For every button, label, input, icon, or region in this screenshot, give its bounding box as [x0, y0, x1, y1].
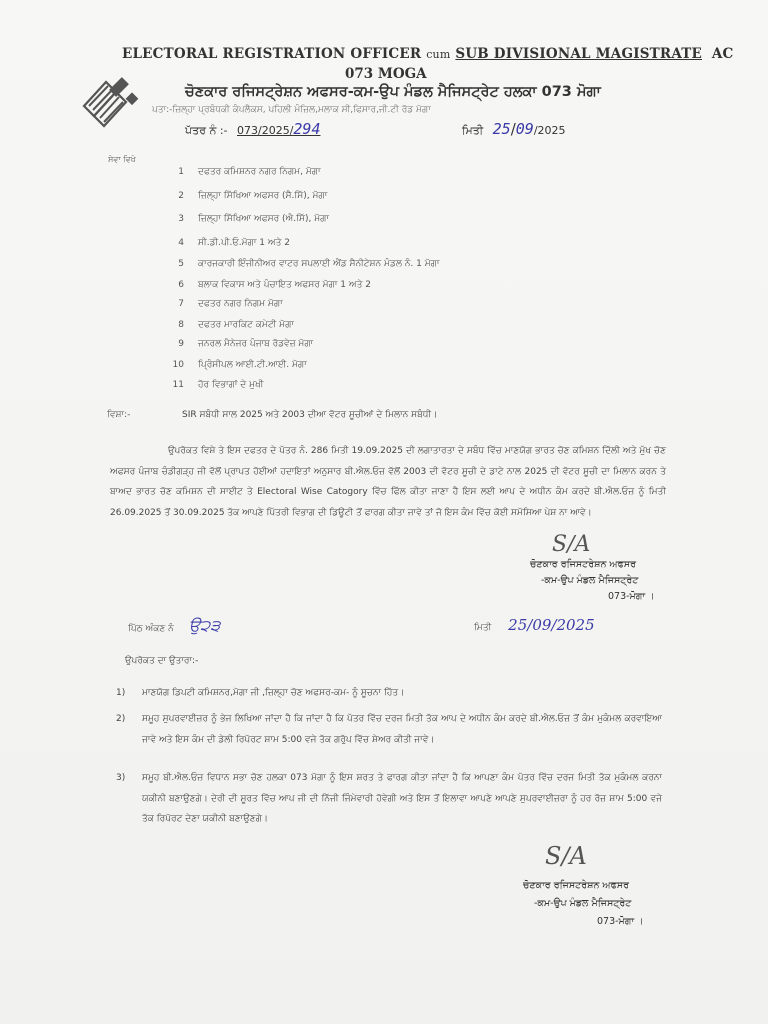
date-year: 2025 [537, 124, 566, 137]
list-item: 2 ਜ਼ਿਲ੍ਹਾ ਸਿੱਖਿਆ ਅਫਸਰ (ਸੈ.ਸਿੱ), ਮੋਗਾ [178, 191, 328, 201]
signature2-place: 073-ਮੋਗਾ । [597, 916, 644, 927]
title-ero: ELECTORAL REGISTRATION OFFICER [122, 46, 422, 62]
signature-designation-2: -ਕਮ-ਉਪ ਮੰਡਲ ਮੈਜਿਸਟ੍ਰੇਟ [541, 575, 639, 586]
list-item: 5 ਕਾਰਜਕਾਰੀ ਇੰਜੀਨੀਅਰ ਵਾਟਰ ਸਪਲਾਈ ਐਂਡ ਸੈਨੀਟੇਸ਼ਨ ਮੰਡਲ ਨੰ. 1 ਮੋਗਾ [178, 259, 440, 269]
signature2-designation-2: -ਕਮ-ਉਪ ਮੰਡਲ ਮੈਜਿਸਟ੍ਰੇਟ [534, 898, 632, 909]
date-month: 09 [515, 120, 534, 138]
election-logo-icon [80, 72, 142, 132]
date-label: ਮਿਤੀ [462, 124, 484, 137]
letter-date: ਮਿਤੀ 25/09/2025 [462, 120, 566, 138]
list-item: 11 ਹੋਰ ਵਿਭਾਗਾਂ ਦੇ ਮੁਖੀ [172, 380, 264, 390]
signature-scribble-2: S∕A [545, 842, 587, 870]
list-item: 7 ਦਫਤਰ ਨਗਰ ਨਿਗਮ ਮੋਗਾ [178, 299, 283, 309]
list-item: 3 ਜ਼ਿਲ੍ਹਾ ਸਿੱਖਿਆ ਅਫਸਰ (ਐ.ਸਿੱ), ਮੋਗਾ [178, 214, 329, 224]
list-item: 1) ਮਾਣਯੋਗ ਡਿਪਟੀ ਕਮਿਸ਼ਨਰ,ਮੋਗਾ ਜੀ ,ਜ਼ਿਲ੍ਹਾ ਚੋਣ ਅਫਸਰ-ਕਮ- ਨੂੰ ਸੂਚਨਾ ਹਿੱਤ। [116, 688, 405, 698]
endorsement-label: ਪਿੱਠ ਅੰਕਣ ਨੰ [128, 624, 174, 634]
list-item: 6 ਬਲਾਕ ਵਿਕਾਸ ਅਤੇ ਪੰਚਾਇਤ ਅਫਸਰ ਮੋਗਾ 1 ਅਤੇ 2 [178, 280, 371, 290]
list-item: 8 ਦਫਤਰ ਮਾਰਕਿਟ ਕਮੇਟੀ ਮੋਗਾ [178, 320, 294, 330]
salutation: ਸੇਵਾ ਵਿਖੇ [108, 155, 136, 164]
list-item: 4 ਸੀ.ਡੀ.ਪੀ.ਓ.ਮੋਗਾ 1 ਅਤੇ 2 [178, 238, 290, 248]
date-day: 25 [492, 120, 511, 138]
list-item: 3) ਸਮੂਹ ਬੀ.ਐਲ.ਓਜ਼ ਵਿਧਾਨ ਸਭਾ ਚੋਣ ਹਲਕਾ 073 ਮੋਗਾ ਨੂੰ ਇਸ ਸ਼ਰਤ ਤੇ ਫਾਰਗ ਕੀਤਾ ਜਾਂਦਾ ਹੈ ਕਿ ਆਪਣਾ ਕੰਮ ਪੱਤਰ ਵਿੱਚ ਦਰਜ ਮਿਤੀ ਤੱਕ ਮੁਕੰਮਲ ਕਰਨਾ ਯਕੀਨੀ ਬਣਾਉਣਗੇ। ਦੇਰੀ ਦੀ ਸੂਰਤ ਵਿੱਚ ਆਪ ਜੀ ਦੀ ਨਿੱਜੀ ਜਿੰਮੇਵਾਰੀ ਹੋਵੇਗੀ ਅਤੇ ਇਸ ਤੋਂ ਇਲਾਵਾ ਆਪਣੇ ਆਪਣੇ ਸੁਪਰਵਾਈਜ਼ਰਾ ਨੂੰ ਹਰ ਰੋਜ਼ ਸ਼ਾਮ 5:00 ਵਜੇ ਤੱਕ ਰਿਪੋਰਟ ਦੇਣਾ ਯਕੀਨੀ ਬਣਾਉਣਗੇ। [116, 773, 662, 824]
endorsement-date-handwritten: 25/09/2025 [508, 616, 595, 634]
title-sdm: SUB DIVISIONAL MAGISTRATE [455, 46, 702, 62]
reference-number-printed: 073/2025/ [237, 124, 294, 137]
endorsement-number-handwritten: ਉ੨੩ [188, 616, 221, 635]
copy-forwarded-label: ਉਪਰੋਕਤ ਦਾ ਉਤਾਰਾ:- [125, 656, 199, 666]
subject-text: SIR ਸਬੰਧੀ ਸਾਲ 2025 ਅਤੇ 2003 ਦੀਆ ਵੋਟਰ ਸੂਚੀਆਂ ਦੇ ਮਿਲਾਨ ਸਬੰਧੀ। [182, 410, 438, 420]
signature-designation: ਚੋਣਕਾਰ ਰਜਿਸਟਰੇਸ਼ਨ ਅਫਸਰ [530, 559, 637, 570]
signature-place: 073-ਮੋਗਾ । [608, 591, 655, 602]
signature2-designation: ਚੋਣਕਾਰ ਰਜਿਸਟਰੇਸ਼ਨ ਅਫਸਰ [523, 880, 630, 891]
endorsement-number [128, 616, 220, 636]
signature-scribble: S∕A [552, 532, 591, 557]
body-paragraph: ਉਪਰੋਕਤ ਵਿਸ਼ੇ ਤੇ ਇਸ ਦਫਤਰ ਦੇ ਪੱਤਰ ਨੰ. 286 ਮਿਤੀ 19.09.2025 ਦੀ ਲਗਾਤਾਰਤਾ ਦੇ ਸਬੰਧ ਵਿੱਚ ਮਾਣਯੋਗ ਭਾਰਤ ਚੋਣ ਕਮਿਸ਼ਨ ਦਿੱਲੀ ਅਤੇ ਮੁੱਖ ਚੋਣ ਅਫਸਰ ਪੰਜਾਬ ਚੰਡੀਗੜ੍ਹ ਜੀ ਵੱਲੋਂ ਪ੍ਰਾਪਤ ਹੋਈਆਂ ਹਦਾਇਤਾਂ ਅਨੁਸਾਰ ਬੀ.ਐਲ.ਓਜ਼ ਵੱਲੋਂ 2003 ਦੀ ਵੋਟਰ ਸੂਚੀ ਦੇ ਡਾਟੇ ਨਾਲ 2025 ਦੀ ਵੋਟਰ ਸੂਚੀ ਦਾ ਮਿਲਾਨ ਕਰਨ ਤੇ ਬਾਅਦ ਭਾਰਤ ਚੋਣ ਕਮਿਸ਼ਨ ਦੀ ਸਾਈਟ ਤੇ Electoral Wise Catogory ਵਿੱਚ ਫਿੱਲ ਕੀਤਾ ਜਾਣਾ ਹੈ ਇਸ ਲਈ ਆਪ ਦੇ ਅਧੀਨ ਕੰਮ ਕਰਦੇ ਬੀ.ਐਲ.ਓਜ਼ ਨੂੰ ਮਿਤੀ 26.09.2025 ਤੋਂ 30.09.2025 ਤੱਕ ਆਪਣੇ ਪਿੱਤਰੀ ਵਿਭਾਗ ਦੀ ਡਿਊਟੀ ਤੋਂ ਫਾਰਗ ਕੀਤਾ ਜਾਵੇ ਤਾਂ ਜੋ ਇਸ ਕੰਮ ਵਿੱਚ ਕੋਈ ਸਮੱਸਿਆ ਪੇਸ਼ ਨਾ ਆਵੇ। [110, 446, 666, 518]
header-title-constituency: 073 MOGA [345, 66, 427, 82]
list-item: 1 ਦਫਤਰ ਕਮਿਸ਼ਨਰ ਨਗਰ ਨਿਗਮ, ਮੋਗਾ [178, 167, 321, 177]
title-cum: cum [426, 48, 451, 61]
header-title-punjabi: ਚੋਣਕਾਰ ਰਜਿਸਟ੍ਰੇਸ਼ਨ ਅਫਸਰ-ਕਮ-ਉਪ ਮੰਡਲ ਮੈਜਿਸਟ੍ਰੇਟ ਹਲਕਾ 073 ਮੋਗਾ [185, 84, 601, 100]
reference-number-handwritten: 294 [293, 120, 321, 138]
endorsement-date-label: ਮਿਤੀ [474, 623, 492, 633]
reference-number [185, 120, 321, 138]
subject-label: ਵਿਸ਼ਾ:- [107, 410, 131, 420]
endorsement-date [474, 616, 595, 634]
header-address: ਪਤਾ:-ਜ਼ਿਲ੍ਹਾ ਪ੍ਰਬੰਧਕੀ ਕੰਪਲੈਕਸ, ਪਹਿਲੀ ਮੰਜ਼ਿਲ,ਮਲਾਕ ਸੀ,ਫਿਸਾਰ,ਜੀ.ਟੀ ਰੋਡ ਮੋਗਾ [152, 105, 431, 115]
header-title-english [122, 46, 733, 62]
list-item: 2) ਸਮੂਹ ਸੁਪਰਵਾਈਜ਼ਰ ਨੂੰ ਭੇਜ ਲਿਖਿਆ ਜਾਂਦਾ ਹੈ ਕਿ ਜਾਂਦਾ ਹੈ ਕਿ ਪੱਤਰ ਵਿੱਚ ਦਰਜ ਮਿਤੀ ਤੱਕ ਆਪ ਦੇ ਅਧੀਨ ਕੰਮ ਕਰਦੇ ਬੀ.ਐਲ.ਓਜ਼ ਤੋਂ ਕੰਮ ਮੁਕੰਮਲ ਕਰਵਾਇਆ ਜਾਵੇ ਅਤੇ ਇਸ ਕੰਮ ਦੀ ਡੇਲੀ ਰਿਪੋਰਟ ਸ਼ਾਮ 5:00 ਵਜੇ ਤੱਕ ਗਰੁੱਪ ਵਿੱਚ ਸ਼ੇਅਰ ਕੀਤੀ ਜਾਵੇ। [116, 714, 662, 745]
reference-label: ਪੱਤਰ ਨੰ :- [185, 124, 228, 137]
title-ac: AC [711, 46, 734, 62]
list-item: 10 ਪ੍ਰਿੰਸੀਪਲ ਆਈ.ਟੀ.ਆਈ. ਮੋਗਾ [172, 360, 307, 370]
list-item: 9 ਜਨਰਲ ਮੈਨੇਜਰ ਪੰਜਾਬ ਰੋਡਵੇਜ਼ ਮੋਗਾ [178, 339, 314, 349]
